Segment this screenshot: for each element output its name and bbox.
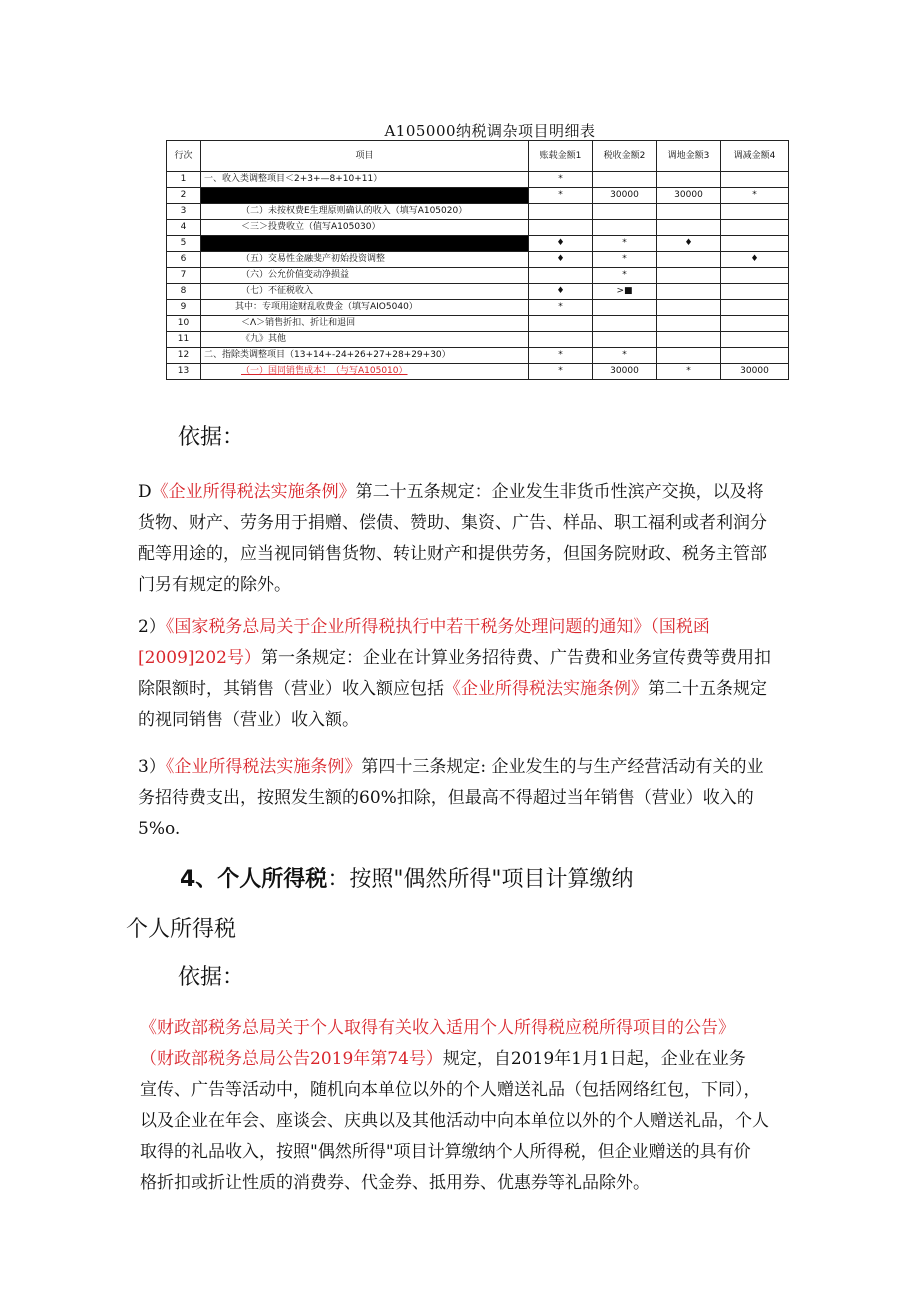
cell-tax-amount <box>593 172 657 188</box>
table-row <box>167 348 789 364</box>
cell-row-no: 7 <box>167 268 201 284</box>
cell-book-amount: * <box>529 348 593 364</box>
cell-book-amount <box>529 204 593 220</box>
table-row <box>167 188 789 204</box>
cell-decrease-amount <box>721 204 789 220</box>
law-reference: 《企业所得税法实施条例》 <box>151 482 356 502</box>
table-header-row <box>167 141 789 172</box>
cell-tax-amount <box>593 300 657 316</box>
section-heading-individual-tax: 4、个人所得税：按照"偶然所得"项目计算缴纳 <box>180 867 634 892</box>
cell-tax-amount <box>593 332 657 348</box>
table-title: A105000纳税调杂项目明细表 <box>384 122 596 140</box>
table-row <box>167 332 789 348</box>
header-decrease-amount: 调减金额4 <box>721 141 789 172</box>
cell-book-amount: * <box>529 300 593 316</box>
cell-item: （六）公允价值变动净损益 <box>201 268 529 284</box>
cell-row-no: 9 <box>167 300 201 316</box>
cell-tax-amount <box>593 220 657 236</box>
cell-item-redacted <box>201 236 529 252</box>
header-book-amount: 账载金额1 <box>529 141 593 172</box>
cell-decrease-amount <box>721 268 789 284</box>
cell-book-amount: * <box>529 364 593 380</box>
cell-item: 二、指除类调整项目（13+14+-24+26+27+28+29+30） <box>201 348 529 364</box>
law-reference: 《财政部税务总局关于个人取得有关收入适用个人所得税应税所得项目的公告》 <box>140 1018 735 1038</box>
paragraph-2: 2）《国家税务总局关于企业所得税执行中若干税务处理问题的通知》（国税函 [2009]202号）第一条规定：企业在计算业务招待费、广告费和业务宣传费等费用扣 除限额时，其销售（营业）收入额应包括《企业所得税法实施条例》第二十五条规定 的视同销售（营业）收入额。 <box>138 617 771 730</box>
law-reference: （财政部税务总局公告2019年第74号） <box>140 1049 443 1069</box>
cell-item: （二）未按权费E生理原则确认的收入（填写A105020） <box>201 204 529 220</box>
cell-decrease-amount <box>721 332 789 348</box>
cell-book-amount <box>529 268 593 284</box>
table-row <box>167 300 789 316</box>
cell-item: （七）不征税收入 <box>201 284 529 300</box>
cell-book-amount: ♦ <box>529 252 593 268</box>
cell-increase-amount <box>657 332 721 348</box>
cell-tax-amount: >■ <box>593 284 657 300</box>
cell-increase-amount: 30000 <box>657 188 721 204</box>
cell-item: （五）交易性金融斐产初始投资调整 <box>201 252 529 268</box>
cell-item: 其中：专项用途财乱收费金（填写AIO5040） <box>201 300 529 316</box>
cell-decrease-amount: ♦ <box>721 252 789 268</box>
cell-increase-amount <box>657 316 721 332</box>
paragraph-1: D《企业所得税法实施条例》第二十五条规定：企业发生非货币性滨产交换，以及将 货物、财产、劳务用于捐赠、偿债、赞助、集资、广告、样品、职工福利或者利润分 配等用途的，应当视同销售货物、转让财产和提供劳务，但国务院财政、税务主管部 门另有规定的除外。 <box>138 482 767 595</box>
cell-decrease-amount <box>721 316 789 332</box>
cell-row-no: 6 <box>167 252 201 268</box>
section-heading-line2: 个人所得税 <box>126 917 237 942</box>
header-tax-amount: 税收金额2 <box>593 141 657 172</box>
tax-adjustment-table <box>166 140 789 380</box>
table-row <box>167 220 789 236</box>
cell-row-no: 11 <box>167 332 201 348</box>
table-row <box>167 268 789 284</box>
cell-book-amount: * <box>529 172 593 188</box>
cell-tax-amount: * <box>593 268 657 284</box>
cell-book-amount <box>529 332 593 348</box>
cell-tax-amount: 30000 <box>593 188 657 204</box>
cell-row-no: 13 <box>167 364 201 380</box>
cell-increase-amount <box>657 204 721 220</box>
cell-book-amount <box>529 220 593 236</box>
law-reference: [2009]202号） <box>138 648 261 668</box>
cell-item-redacted <box>201 188 529 204</box>
cell-increase-amount <box>657 252 721 268</box>
cell-row-no: 1 <box>167 172 201 188</box>
cell-row-no: 3 <box>167 204 201 220</box>
cell-decrease-amount <box>721 300 789 316</box>
cell-increase-amount <box>657 220 721 236</box>
cell-tax-amount: * <box>593 252 657 268</box>
cell-decrease-amount <box>721 236 789 252</box>
cell-item: 《九》其他 <box>201 332 529 348</box>
basis-heading-2: 依据： <box>178 965 245 990</box>
table-row <box>167 236 789 252</box>
table-row <box>167 172 789 188</box>
table-row <box>167 204 789 220</box>
cell-tax-amount: * <box>593 348 657 364</box>
table-row <box>167 316 789 332</box>
cell-increase-amount <box>657 348 721 364</box>
cell-item: ＜Λ＞销售折扣、折让和退回 <box>201 316 529 332</box>
law-reference: 《国家税务总局关于企业所得税执行中若干税务处理问题的通知》（国税函 <box>165 617 710 637</box>
header-row-no: 行次 <box>167 141 201 172</box>
cell-book-amount: ♦ <box>529 284 593 300</box>
cell-increase-amount: * <box>657 364 721 380</box>
cell-row-no: 8 <box>167 284 201 300</box>
cell-decrease-amount <box>721 348 789 364</box>
law-reference: 《企业所得税法实施条例》 <box>444 679 648 699</box>
paragraph-3: 3）《企业所得税法实施条例》第四十三条规定: 企业发生的与生产经营活动有关的业 务招待费支出，按照发生额的60%扣除，但最高不得超过当年销售（营业）收入的 5%o. <box>138 757 764 839</box>
cell-increase-amount <box>657 268 721 284</box>
cell-increase-amount: ♦ <box>657 236 721 252</box>
cell-row-no: 12 <box>167 348 201 364</box>
basis-heading-1: 依据： <box>178 425 245 450</box>
paragraph-4: 《财政部税务总局关于个人取得有关收入适用个人所得税应税所得项目的公告》 （财政部税务总局公告2019年第74号）规定，自2019年1月1日起，企业在业务 宣传、广告等活动中，随机向本单位以外的个人赠送礼品（包括网络红包，下同）， 以及企业在年会、座谈会、庆典以及其他活动中向本单位以外的个人赠送礼品，个人 取得的礼品收入，按照"偶然所得"项目计算缴纳个人所得税，但企业赠送的具有价 格折扣或折让性质的消费券、代金券、抵用券、优惠券等礼品除外。 <box>140 1013 800 1199</box>
cell-increase-amount <box>657 172 721 188</box>
cell-item: 一、收入类调整项目＜2+3+—8+10+11） <box>201 172 529 188</box>
cell-decrease-amount <box>721 220 789 236</box>
table-row <box>167 252 789 268</box>
cell-tax-amount <box>593 316 657 332</box>
cell-item: ＜三＞投费收立（值写A105030） <box>201 220 529 236</box>
cell-row-no: 10 <box>167 316 201 332</box>
table-row <box>167 284 789 300</box>
cell-row-no: 4 <box>167 220 201 236</box>
header-increase-amount: 调地金额3 <box>657 141 721 172</box>
cell-increase-amount <box>657 284 721 300</box>
table-row <box>167 364 789 380</box>
cell-decrease-amount: * <box>721 188 789 204</box>
law-reference: 《企业所得税法实施条例》 <box>165 757 362 777</box>
header-item: 项目 <box>201 141 529 172</box>
cell-tax-amount: 30000 <box>593 364 657 380</box>
cell-item: （一）国同销售成本！（与写A105010） <box>201 364 529 380</box>
cell-row-no: 5 <box>167 236 201 252</box>
cell-book-amount: ♦ <box>529 236 593 252</box>
cell-tax-amount <box>593 204 657 220</box>
cell-tax-amount: * <box>593 236 657 252</box>
cell-row-no: 2 <box>167 188 201 204</box>
cell-book-amount <box>529 316 593 332</box>
cell-decrease-amount <box>721 172 789 188</box>
cell-book-amount: * <box>529 188 593 204</box>
cell-decrease-amount <box>721 284 789 300</box>
cell-decrease-amount: 30000 <box>721 364 789 380</box>
cell-increase-amount <box>657 300 721 316</box>
